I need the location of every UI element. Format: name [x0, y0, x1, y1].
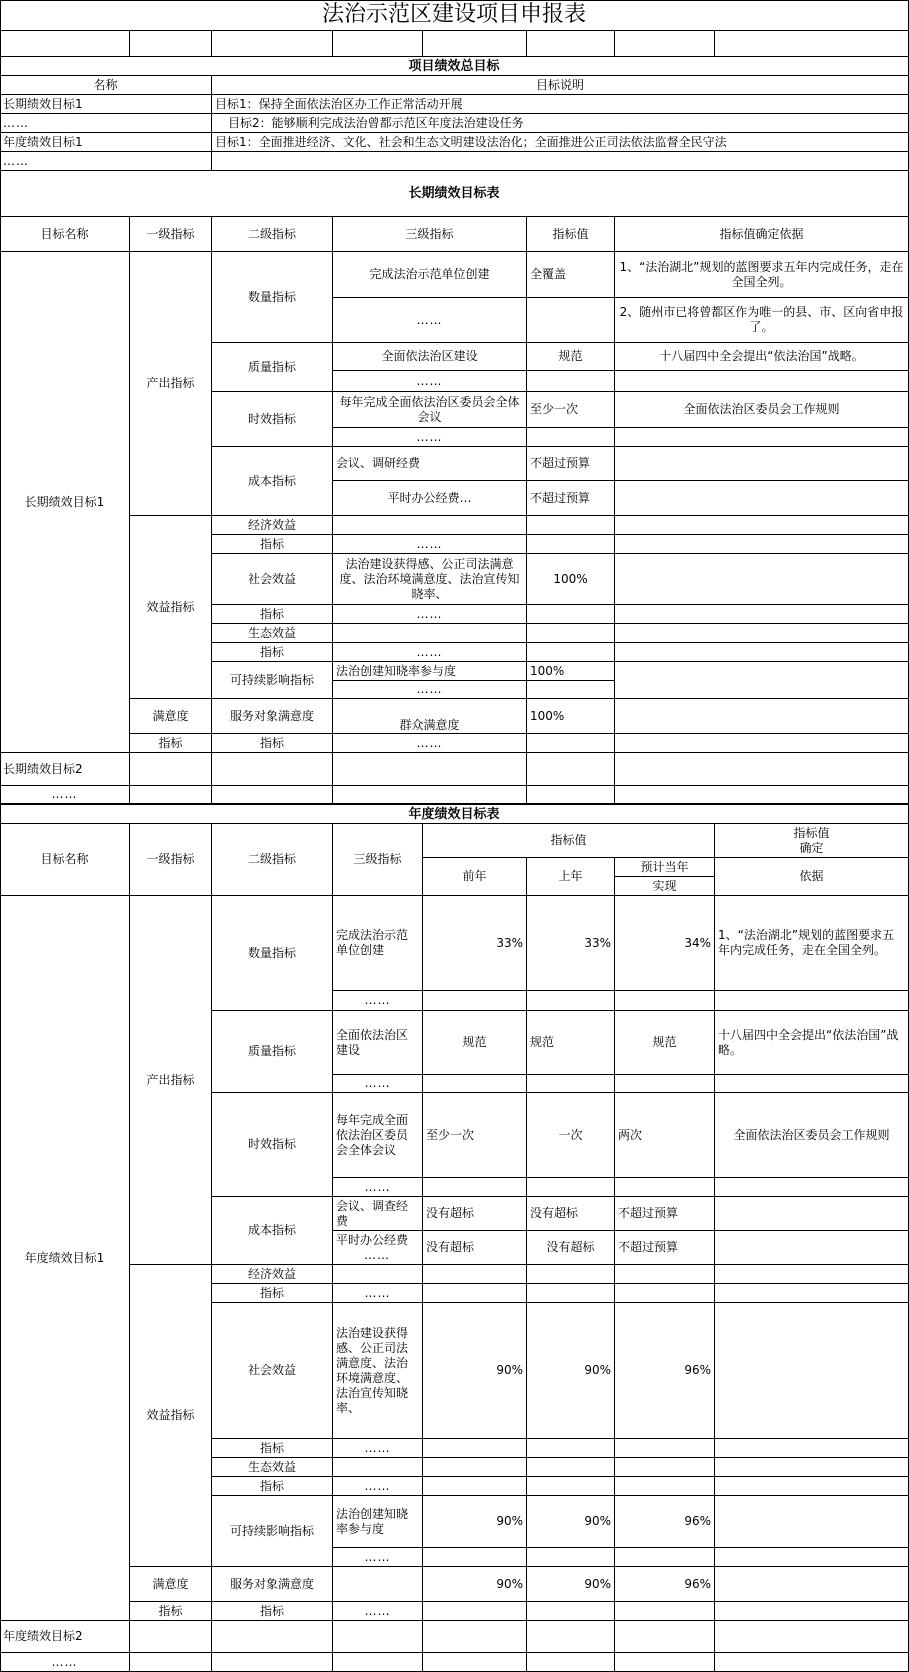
value-prev1: 没有超标	[527, 1231, 615, 1265]
level2-indicator: 指标	[212, 734, 333, 753]
empty-cell	[527, 753, 615, 786]
summary-row-name: 年度绩效目标1	[0, 133, 212, 152]
col-header: 三级指标	[333, 217, 527, 252]
level3-indicator: ……	[333, 428, 527, 447]
blank-cell	[615, 31, 715, 57]
level2-indicator: 时效指标	[212, 1093, 333, 1197]
value-prev1	[527, 1265, 615, 1284]
empty-cell	[333, 1653, 423, 1672]
value-expected	[615, 1265, 715, 1284]
level3-indicator: ……	[333, 1178, 423, 1197]
level3-indicator: 平时办公经费	[336, 1232, 409, 1247]
indicator-basis	[715, 1197, 909, 1231]
value-prev1	[527, 1178, 615, 1197]
value-expected	[615, 1178, 715, 1197]
level2-indicator: 社会效益	[212, 554, 333, 605]
value-prev2: 33%	[423, 896, 527, 991]
value-expected: 两次	[615, 1093, 715, 1178]
indicator-basis	[615, 699, 909, 734]
col-header: 目标名称	[0, 824, 130, 896]
value-prev1: 33%	[527, 896, 615, 991]
indicator-basis: 十八届四中全会提出“依法治国”战略。	[715, 1011, 909, 1075]
empty-cell	[615, 786, 909, 805]
level3-indicator: ……	[333, 1284, 423, 1303]
level2-indicator: 指标	[212, 643, 333, 662]
level3-indicator: ……	[333, 643, 527, 662]
indicator-basis: 全面依法治区委员会工作规则	[715, 1093, 909, 1178]
level3-indicator: ……	[333, 535, 527, 554]
value-expected	[615, 1284, 715, 1303]
empty-cell	[615, 1653, 715, 1672]
level1-indicator: 满意度	[130, 1567, 212, 1602]
level3-indicator: 平时办公经费…	[333, 481, 527, 516]
level2-indicator: 经济效益	[212, 1265, 333, 1284]
value-expected	[615, 1439, 715, 1458]
indicator-value: 不超过预算	[527, 447, 615, 481]
indicator-basis	[715, 991, 909, 1011]
value-expected	[615, 1602, 715, 1621]
value-prev2: 没有超标	[423, 1231, 527, 1265]
col-header: 一级指标	[130, 824, 212, 896]
indicator-basis	[615, 535, 909, 554]
level3-indicator: 会议、调查经费	[333, 1197, 423, 1231]
indicator-value	[527, 428, 615, 447]
indicator-basis: 全面依法治区委员会工作规则	[615, 392, 909, 428]
level3-indicator: ……	[333, 1602, 423, 1621]
indicator-basis	[715, 1477, 909, 1496]
value-expected	[615, 1548, 715, 1567]
indicator-value	[527, 624, 615, 643]
col-header: 依据	[715, 858, 909, 896]
indicator-value	[527, 734, 615, 753]
indicator-basis	[615, 481, 909, 516]
empty-cell	[333, 753, 527, 786]
value-expected: 不超过预算	[615, 1197, 715, 1231]
level2-indicator: 指标	[212, 1439, 333, 1458]
level1-indicator: 产出指标	[130, 896, 212, 1265]
indicator-basis: 2、随州市已将曾都区作为唯一的县、市、区向省申报了。	[615, 298, 909, 343]
empty-cell	[527, 1653, 615, 1672]
level3-indicator	[333, 1567, 423, 1602]
col-header: 目标名称	[0, 217, 130, 252]
level2-indicator: 数量指标	[212, 252, 333, 343]
indicator-basis	[715, 1496, 909, 1548]
longterm-heading: 长期绩效目标表	[0, 171, 909, 217]
level2-indicator: 可持续影响指标	[212, 1496, 333, 1567]
value-expected: 不超过预算	[615, 1231, 715, 1265]
value-prev1	[527, 1477, 615, 1496]
indicator-value: 规范	[527, 343, 615, 371]
goal-name: ……	[0, 1653, 130, 1672]
level3-indicator: ……	[333, 298, 527, 343]
level2-indicator: 服务对象满意度	[212, 699, 333, 734]
indicator-value: 100%	[527, 662, 615, 681]
value-prev2	[423, 1477, 527, 1496]
empty-cell	[527, 1621, 615, 1653]
level1-indicator: 效益指标	[130, 516, 212, 699]
goal-name: 年度绩效目标2	[0, 1621, 130, 1653]
level3-indicator: 每年完成全面依法治区委员会全体会议	[333, 1093, 423, 1178]
level1-indicator: 指标	[130, 734, 212, 753]
empty-cell	[130, 1621, 212, 1653]
indicator-basis: 十八届四中全会提出“依法治国”战略。	[615, 343, 909, 371]
level3-indicator: ……	[333, 1548, 423, 1567]
level2-indicator: 指标	[212, 1602, 333, 1621]
summary-heading: 项目绩效总目标	[0, 57, 909, 76]
col-header: 指标值确定依据	[615, 217, 909, 252]
value-prev2	[423, 1439, 527, 1458]
value-prev1	[527, 1602, 615, 1621]
value-prev1: 90%	[527, 1496, 615, 1548]
indicator-basis	[615, 643, 909, 662]
value-expected	[615, 991, 715, 1011]
level3-indicator: 法治创建知晓率参与度	[333, 662, 527, 681]
goal-name: 长期绩效目标2	[0, 753, 130, 786]
indicator-basis	[715, 1439, 909, 1458]
blank-cell	[333, 31, 423, 57]
blank-cell	[527, 31, 615, 57]
level2-indicator: 社会效益	[212, 1303, 333, 1439]
level2-indicator: 指标	[212, 535, 333, 554]
indicator-basis: 1、“法治湖北”规划的蓝图要求五年内完成任务，走在全国全列。	[615, 252, 909, 298]
value-prev1	[527, 1439, 615, 1458]
indicator-value: 100%	[527, 554, 615, 605]
empty-cell	[333, 1621, 423, 1653]
level3-indicator	[333, 516, 527, 535]
indicator-basis	[615, 554, 909, 605]
value-prev1: 没有超标	[527, 1197, 615, 1231]
level2-indicator: 可持续影响指标	[212, 662, 333, 699]
summary-row-desc: 目标2：能够顺利完成法治曾都示范区年度法治建设任务	[212, 114, 909, 133]
value-expected: 96%	[615, 1303, 715, 1439]
level2-indicator: 生态效益	[212, 624, 333, 643]
value-expected	[615, 1075, 715, 1093]
indicator-basis	[715, 1231, 909, 1265]
level3-indicator	[333, 1265, 423, 1284]
level3-indicator: 完成法治示范单位创建	[333, 252, 527, 298]
value-prev2: 90%	[423, 1567, 527, 1602]
indicator-value	[527, 535, 615, 554]
value-prev1	[527, 1458, 615, 1477]
level3-indicator: 全面依法治区建设	[333, 343, 527, 371]
value-expected	[615, 1477, 715, 1496]
empty-cell	[130, 786, 212, 805]
value-prev2	[423, 1284, 527, 1303]
empty-cell	[615, 1621, 715, 1653]
level2-indicator: 时效指标	[212, 392, 333, 447]
value-prev1: 一次	[527, 1093, 615, 1178]
blank-cell	[423, 31, 527, 57]
level3-indicator: ……	[333, 1439, 423, 1458]
col-header: 指标值	[423, 824, 715, 858]
col-header: 一级指标	[130, 217, 212, 252]
summary-row-name: 长期绩效目标1	[0, 95, 212, 114]
indicator-basis	[715, 1075, 909, 1093]
level1-indicator: 满意度	[130, 699, 212, 734]
level2-indicator: 成本指标	[212, 447, 333, 516]
level3-indicator: 法治创建知晓率参与度	[333, 1496, 423, 1548]
level3-indicator: ……	[333, 991, 423, 1011]
indicator-basis	[715, 1458, 909, 1477]
indicator-basis	[615, 734, 909, 753]
level3-indicator: 法治建设获得感、公正司法满意度、法治环境满意度、法治宣传知晓率、	[333, 1303, 423, 1439]
level2-indicator: 经济效益	[212, 516, 333, 535]
indicator-basis	[715, 1602, 909, 1621]
level3-indicator: 法治建设获得感、公正司法满意度、法治环境满意度、法治宣传知晓率、	[333, 554, 527, 605]
value-prev1: 90%	[527, 1567, 615, 1602]
goal-name: 长期绩效目标1	[0, 252, 130, 753]
indicator-basis	[615, 662, 909, 699]
indicator-basis	[615, 624, 909, 643]
level2-indicator: 生态效益	[212, 1458, 333, 1477]
col-header: 二级指标	[212, 217, 333, 252]
col-header: 指标值 确定	[715, 824, 909, 858]
indicator-value: 至少一次	[527, 392, 615, 428]
value-expected: 34%	[615, 896, 715, 991]
blank-cell	[715, 31, 909, 57]
blank-cell	[130, 31, 212, 57]
col-header: 前年	[423, 858, 527, 896]
empty-cell	[212, 1653, 333, 1672]
level3-indicator: ……	[364, 1247, 390, 1262]
level3-indicator: 会议、调研经费	[333, 447, 527, 481]
value-prev2	[423, 1075, 527, 1093]
value-prev2: 90%	[423, 1303, 527, 1439]
value-prev1	[527, 1284, 615, 1303]
indicator-basis: 1、“法治湖北”规划的蓝图要求五年内完成任务，走在全国全列。	[715, 896, 909, 991]
level2-indicator: 数量指标	[212, 896, 333, 1011]
blank-cell	[212, 31, 333, 57]
value-prev2: 至少一次	[423, 1093, 527, 1178]
level3-indicator: ……	[333, 1477, 423, 1496]
value-prev2	[423, 1602, 527, 1621]
empty-cell	[615, 753, 909, 786]
empty-cell	[423, 1621, 527, 1653]
empty-cell	[130, 753, 212, 786]
indicator-basis	[715, 1303, 909, 1439]
level2-indicator: 质量指标	[212, 343, 333, 392]
empty-cell	[130, 1653, 212, 1672]
level2-indicator: 指标	[212, 605, 333, 624]
annual-heading: 年度绩效目标表	[0, 805, 909, 824]
empty-cell	[715, 1621, 909, 1653]
level3-cost2-cell	[333, 1231, 423, 1265]
summary-row-desc: 目标1：保持全面依法治区办工作正常活动开展	[212, 95, 909, 114]
summary-row-desc: 目标1：全面推进经济、文化、社会和生态文明建设法治化；全面推进公正司法依法监督全民守法	[212, 133, 909, 152]
value-expected: 96%	[615, 1496, 715, 1548]
value-prev1	[527, 1548, 615, 1567]
col-header: 上年	[527, 858, 615, 896]
value-expected: 规范	[615, 1011, 715, 1075]
value-expected: 96%	[615, 1567, 715, 1602]
value-prev1	[527, 991, 615, 1011]
empty-cell	[212, 1621, 333, 1653]
value-prev1: 90%	[527, 1303, 615, 1439]
level3-indicator: ……	[333, 605, 527, 624]
indicator-value: 全覆盖	[527, 252, 615, 298]
level3-indicator: 全面依法治区建设	[333, 1011, 423, 1075]
level3-indicator: ……	[333, 371, 527, 392]
empty-cell	[212, 753, 333, 786]
value-prev2: 没有超标	[423, 1197, 527, 1231]
indicator-basis	[615, 447, 909, 481]
summary-col-desc: 目标说明	[212, 76, 909, 95]
summary-row-name: ……	[0, 152, 212, 171]
level3-indicator: ……	[333, 681, 527, 699]
indicator-value	[527, 371, 615, 392]
indicator-value	[527, 643, 615, 662]
blank-cell	[0, 31, 130, 57]
indicator-basis	[715, 1548, 909, 1567]
level3-indicator: 群众满意度	[333, 699, 527, 734]
value-prev2	[423, 991, 527, 1011]
indicator-basis	[615, 516, 909, 535]
page-title: 法治示范区建设项目申报表	[0, 0, 909, 31]
empty-cell	[423, 1653, 527, 1672]
indicator-value	[527, 681, 615, 699]
level1-indicator: 产出指标	[130, 252, 212, 516]
goal-name: 年度绩效目标1	[0, 896, 130, 1621]
indicator-value	[527, 516, 615, 535]
value-prev2	[423, 1178, 527, 1197]
indicator-basis	[615, 605, 909, 624]
indicator-value	[527, 298, 615, 343]
indicator-basis	[615, 428, 909, 447]
indicator-value: 不超过预算	[527, 481, 615, 516]
empty-cell	[715, 1653, 909, 1672]
value-prev2: 规范	[423, 1011, 527, 1075]
empty-cell	[527, 786, 615, 805]
level1-indicator: 效益指标	[130, 1265, 212, 1567]
value-prev1	[527, 1075, 615, 1093]
level2-indicator: 质量指标	[212, 1011, 333, 1093]
indicator-basis	[715, 1567, 909, 1602]
summary-row-desc	[212, 152, 909, 171]
level3-indicator: 完成法治示范单位创建	[333, 896, 423, 991]
indicator-basis	[715, 1265, 909, 1284]
value-expected	[615, 1458, 715, 1477]
value-prev2	[423, 1265, 527, 1284]
indicator-basis	[615, 371, 909, 392]
col-header: 指标值	[527, 217, 615, 252]
value-prev2	[423, 1548, 527, 1567]
value-prev2	[423, 1458, 527, 1477]
summary-col-name: 名称	[0, 76, 212, 95]
level2-indicator: 服务对象满意度	[212, 1567, 333, 1602]
level3-indicator: ……	[333, 734, 527, 753]
indicator-value	[527, 605, 615, 624]
level2-indicator: 成本指标	[212, 1197, 333, 1265]
empty-cell	[333, 786, 527, 805]
value-prev1: 规范	[527, 1011, 615, 1075]
goal-name: ……	[0, 786, 130, 805]
indicator-value: 100%	[527, 699, 615, 734]
level3-indicator	[333, 1458, 423, 1477]
empty-cell	[212, 786, 333, 805]
level2-indicator: 指标	[212, 1477, 333, 1496]
indicator-basis	[715, 1178, 909, 1197]
level3-indicator: 每年完成全面依法治区委员会全体会议	[333, 392, 527, 428]
col-header: 预计当年	[615, 858, 715, 877]
level2-indicator: 指标	[212, 1284, 333, 1303]
level3-indicator	[333, 624, 527, 643]
level3-indicator: ……	[333, 1075, 423, 1093]
indicator-basis	[715, 1284, 909, 1303]
col-header: 三级指标	[333, 824, 423, 896]
col-header: 二级指标	[212, 824, 333, 896]
summary-row-name: ……	[0, 114, 212, 133]
level1-indicator: 指标	[130, 1602, 212, 1621]
col-header: 实现	[615, 877, 715, 896]
value-prev2: 90%	[423, 1496, 527, 1548]
